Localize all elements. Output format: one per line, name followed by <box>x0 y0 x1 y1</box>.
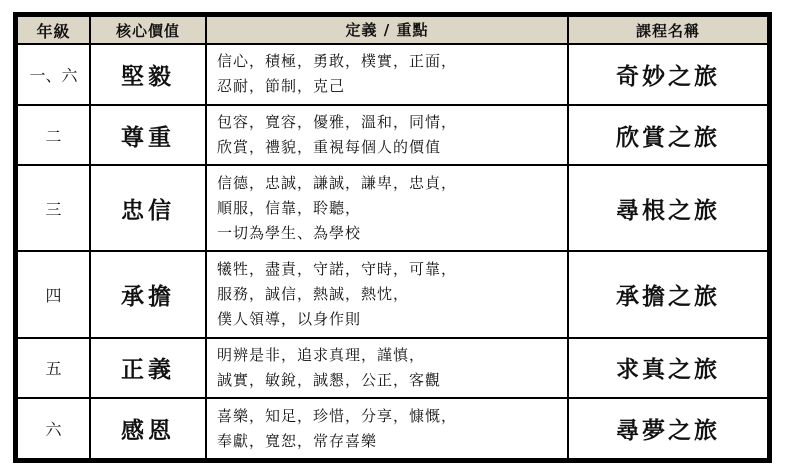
grade-cell: 五 <box>17 338 90 399</box>
definition-cell <box>206 338 568 399</box>
definition-line: 明辨是非，追求真理，謹慎， <box>217 345 426 364</box>
table-row <box>17 105 768 166</box>
values-table <box>16 15 769 460</box>
definition-line: 欣賞，禮貌，重視每個人的價值 <box>217 138 442 157</box>
header-course-name: 課程名稱 <box>568 16 768 44</box>
core-value-cell: 尊重 <box>90 105 206 166</box>
core-value-cell: 忠信 <box>90 165 206 251</box>
definition-line: 順服，信靠，聆聽， <box>217 198 362 217</box>
definition-line: 奉獻，寬恕，常存喜樂 <box>217 431 378 450</box>
course-name-cell: 奇妙之旅 <box>568 44 768 105</box>
definition-line: 包容，寬容，優雅，溫和，同情， <box>217 113 458 132</box>
definition-line: 服務，誠信，熱誠，熱忱， <box>217 284 410 303</box>
header-core-value: 核心價值 <box>90 16 206 44</box>
core-value-cell: 堅毅 <box>90 44 206 105</box>
table-row <box>17 338 768 399</box>
table-row <box>17 251 768 337</box>
course-name-cell: 承擔之旅 <box>568 251 768 337</box>
definition-cell <box>206 44 568 105</box>
definition-line: 一切為學生、為學校 <box>217 223 362 242</box>
table-row <box>17 44 768 105</box>
grade-cell: 四 <box>17 251 90 337</box>
course-name-cell: 尋夢之旅 <box>568 398 768 459</box>
definition-line: 誠實，敏銳，誠懇，公正，客觀 <box>217 370 442 389</box>
definition-line: 犧牲，盡責，守諾，守時，可靠， <box>217 259 458 278</box>
definition-line: 忍耐，節制，克己 <box>217 77 346 96</box>
grade-cell: 二 <box>17 105 90 166</box>
grade-cell: 一、六 <box>17 44 90 105</box>
definition-line: 僕人領導，以身作則 <box>217 309 362 328</box>
header-row <box>17 16 768 44</box>
grade-cell: 三 <box>17 165 90 251</box>
definition-cell <box>206 251 568 337</box>
definition-cell <box>206 105 568 166</box>
course-name-cell: 欣賞之旅 <box>568 105 768 166</box>
core-value-cell: 承擔 <box>90 251 206 337</box>
definition-line: 信心，積極，勇敢，樸實，正面， <box>217 52 458 71</box>
definition-line: 信德，忠誠，謙誠，謙卑，忠貞， <box>217 173 458 192</box>
definition-cell <box>206 165 568 251</box>
definition-cell <box>206 398 568 459</box>
definition-line: 喜樂，知足，珍惜，分享，慷慨， <box>217 406 458 425</box>
course-name-cell: 求真之旅 <box>568 338 768 399</box>
header-definition: 定義 / 重點 <box>206 16 568 44</box>
core-value-cell: 正義 <box>90 338 206 399</box>
header-grade: 年級 <box>17 16 90 44</box>
values-table-frame <box>13 12 772 463</box>
table-row <box>17 165 768 251</box>
table-row <box>17 398 768 459</box>
core-value-cell: 感恩 <box>90 398 206 459</box>
course-name-cell: 尋根之旅 <box>568 165 768 251</box>
grade-cell: 六 <box>17 398 90 459</box>
